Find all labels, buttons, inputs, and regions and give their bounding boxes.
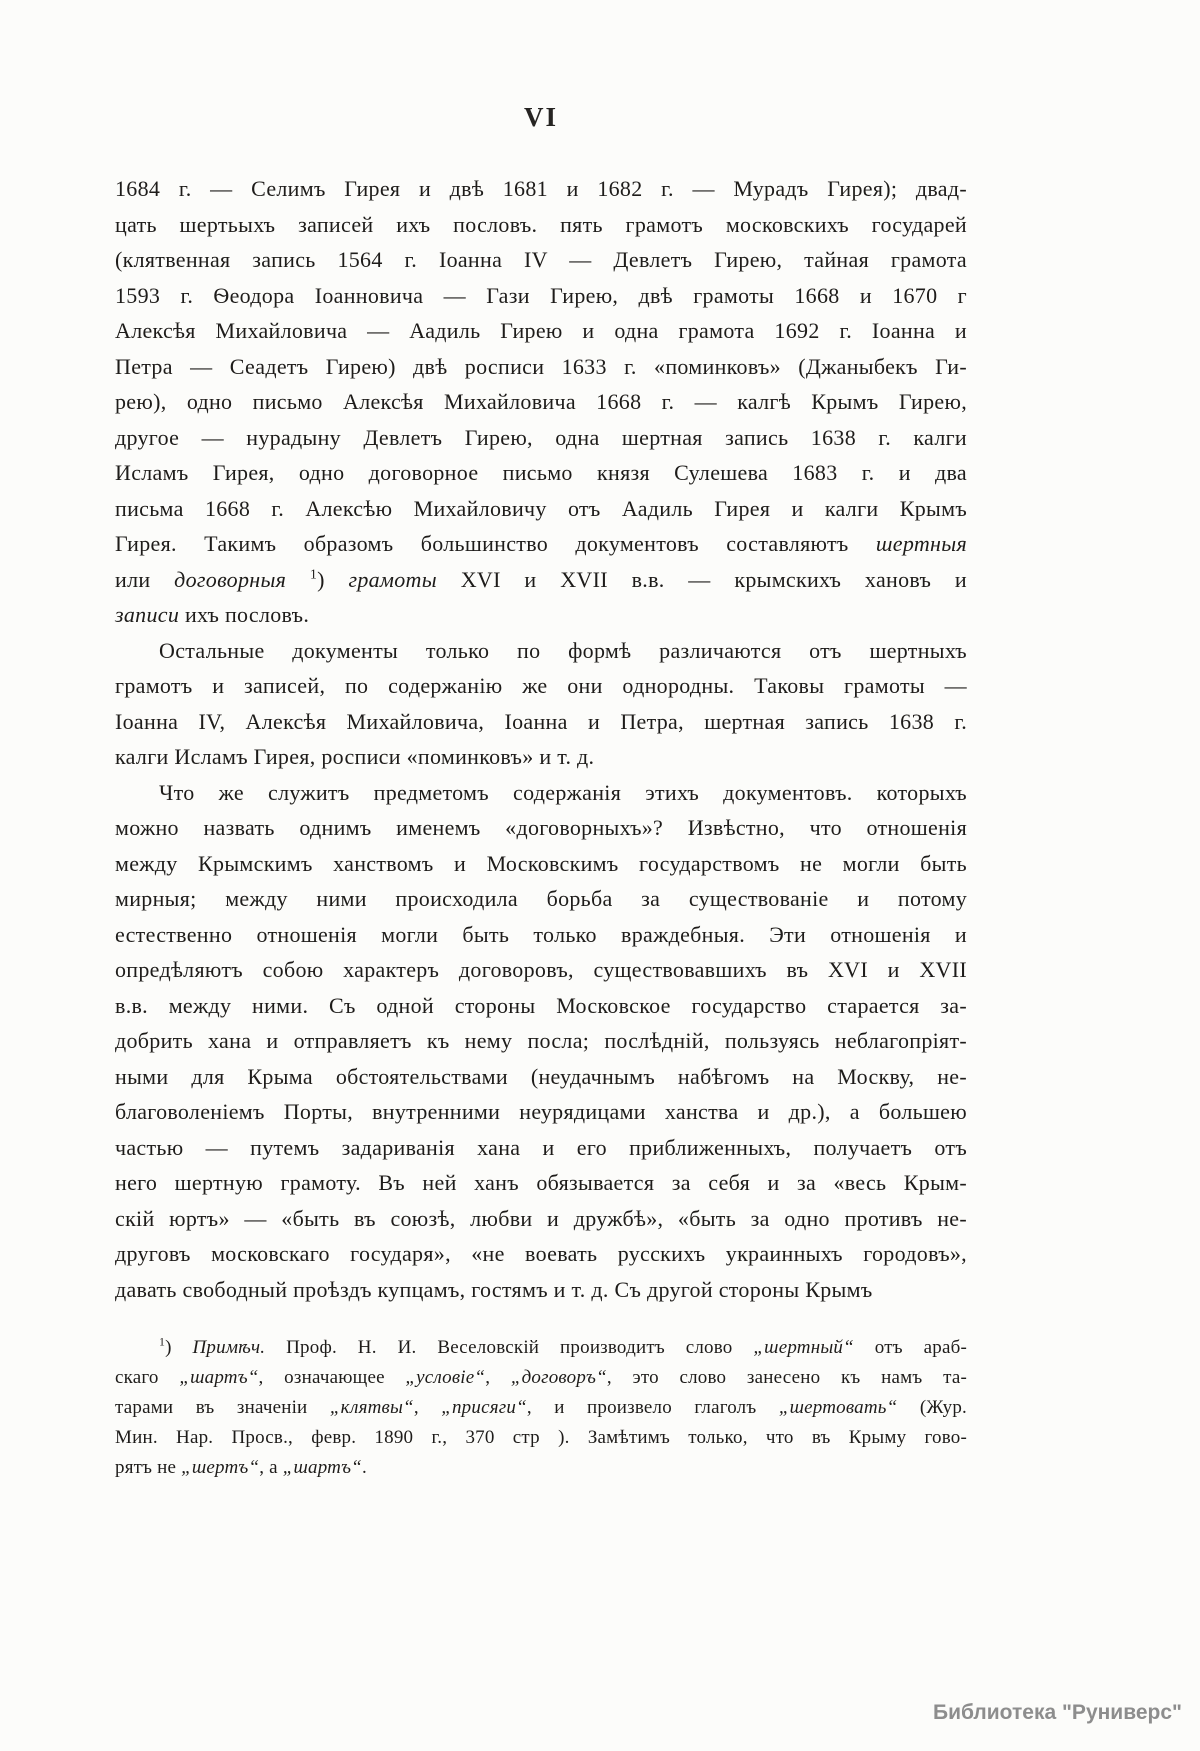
text-segment: „присяги“: [441, 1397, 527, 1418]
text-segment: Примѣч.: [192, 1337, 266, 1358]
text-segment: „договоръ“: [510, 1367, 607, 1388]
text-segment: или: [115, 566, 175, 592]
text-line: [115, 952, 967, 988]
text-segment: грамоты: [348, 566, 437, 592]
text-line: [115, 1423, 967, 1453]
text-line: [115, 1363, 967, 1393]
text-segment: записи: [115, 602, 180, 627]
text-line: [115, 1023, 967, 1059]
text-line: [115, 420, 967, 456]
text-segment: ,: [485, 1367, 511, 1388]
text-segment: скій юртъ» — «быть въ союзѣ, любви и дружбѣ», «быть за одно противъ не-: [115, 1205, 967, 1231]
text-segment: Петра — Сеадетъ Гирею) двѣ росписи 1633 г. «поминковъ» (Джаныбекъ Ги-: [115, 353, 967, 379]
text-line: [115, 1453, 967, 1483]
text-line: [115, 1272, 967, 1308]
text-line: [115, 491, 967, 527]
text-line: [115, 810, 967, 846]
text-line: [115, 1094, 967, 1130]
text-segment: ными для Крыма обстоятельствами (неудачнымъ набѣгомъ на Москву, не-: [115, 1063, 967, 1089]
text-segment: Гирея. Такимъ образомъ большинство документовъ составляютъ: [115, 531, 876, 556]
text-line: [115, 171, 967, 207]
text-segment: другое — нурадыну Девлетъ Гирею, одна шертная запись 1638 г. калги: [115, 424, 967, 450]
text-segment: „шартъ“: [179, 1367, 259, 1388]
text-segment: рею), одно письмо Алексѣя Михайловича 1668 г. — калгѣ Крымъ Гирею,: [115, 389, 967, 414]
text-line: [115, 349, 967, 385]
text-segment: шертныя: [875, 531, 967, 556]
text-line: [115, 739, 967, 775]
text-segment: .: [361, 1457, 367, 1478]
text-line: [115, 1333, 967, 1363]
text-column: [115, 102, 967, 1483]
text-segment: 1684 г. — Селимъ Гирея и двѣ 1681 и 1682 г. — Мурадъ Гирея); двад-: [115, 176, 967, 201]
text-segment: ): [165, 1337, 193, 1358]
text-line: [115, 668, 967, 704]
text-segment: , это слово занесено къ намъ та-: [606, 1367, 967, 1388]
text-segment: можно назвать однимъ именемъ «договорныхъ»? Извѣстно, что отношенія: [115, 815, 967, 840]
paragraph: [115, 171, 967, 633]
text-segment: [286, 567, 310, 592]
text-segment: добрить хана и отправляетъ къ нему посла; послѣдній, пользуясь неблагопріят-: [115, 1028, 967, 1053]
text-segment: „шартъ“: [282, 1457, 362, 1478]
text-segment: друговъ московскаго государя», «не воевать русскихъ украинныхъ городовъ»,: [115, 1241, 967, 1266]
text-line: [115, 775, 967, 811]
text-segment: письма 1668 г. Алексѣю Михайловичу отъ Аадиль Гирея и калги Крымъ: [115, 495, 967, 521]
footnote: [115, 1333, 967, 1483]
text-line: [115, 1130, 967, 1166]
text-segment: давать свободный проѣздъ купцамъ, гостямъ и т. д. Съ другой стороны Крымъ: [115, 1276, 873, 1302]
text-segment: между Крымскимъ ханствомъ и Московскимъ государствомъ не могли быть: [115, 850, 967, 876]
text-segment: ихъ пословъ.: [179, 602, 310, 627]
text-line: [115, 207, 967, 243]
text-line: [115, 313, 967, 349]
text-segment: Проф. Н. И. Веселовскій производитъ слово: [265, 1337, 754, 1358]
page-body: [115, 171, 967, 1307]
text-line: [115, 1393, 967, 1423]
paragraph: [115, 775, 967, 1308]
text-segment: него шертную грамоту. Въ ней ханъ обязывается за себя и за «весь Крым-: [115, 1170, 967, 1195]
text-line: [115, 988, 967, 1024]
text-line: [115, 455, 967, 491]
text-line: [115, 633, 967, 669]
text-segment: (клятвенная запись 1564 г. Іоанна IV — Девлетъ Гирею, тайная грамота: [115, 247, 967, 272]
text-line: [115, 881, 967, 917]
text-segment: , а: [259, 1457, 283, 1478]
text-segment: в.в. между ними. Съ одной стороны Московское государство старается за-: [115, 992, 967, 1018]
text-segment: рятъ не: [115, 1457, 182, 1478]
text-segment: XVI и XVII в.в. — крымскихъ хановъ и: [436, 566, 968, 592]
text-segment: Исламъ Гирея, одно договорное письмо князя Сулешева 1683 г. и два: [115, 460, 967, 485]
text-segment: частью — путемъ задариванія хана и его приближенныхъ, получаетъ отъ: [115, 1134, 967, 1160]
text-segment: ): [317, 566, 349, 592]
text-segment: цать шертьыхъ записей ихъ пословъ. пять грамотъ московскихъ государей: [115, 211, 967, 237]
text-line: [115, 526, 967, 562]
text-segment: Остальные документы только по формѣ различаются отъ шертныхъ: [159, 637, 967, 663]
text-segment: отъ араб-: [853, 1337, 967, 1358]
footnote-marker: 1: [159, 1335, 166, 1349]
paragraph: [115, 633, 967, 775]
text-line: [115, 242, 967, 278]
text-segment: грамотъ и записей, по содержанію же они однородны. Таковы грамоты —: [115, 673, 967, 698]
text-line: [115, 846, 967, 882]
text-segment: благоволеніемъ Порты, внутренними неурядицами ханства и др.), а большею: [115, 1099, 967, 1124]
text-segment: „условіе“: [405, 1367, 486, 1388]
text-line: [115, 384, 967, 420]
text-segment: тарами въ значеніи: [115, 1397, 330, 1418]
text-line: [115, 1059, 967, 1095]
text-line: [115, 704, 967, 740]
text-line: [115, 917, 967, 953]
text-segment: естественно отношенія могли быть только враждебныя. Эти отношенія и: [115, 921, 967, 947]
text-segment: (Жур.: [897, 1397, 967, 1418]
text-segment: скаго: [115, 1367, 180, 1388]
text-segment: договорныя: [174, 566, 287, 592]
text-line: [115, 278, 967, 314]
text-segment: „шертовать“: [778, 1397, 898, 1418]
page-number: VI: [523, 102, 558, 132]
text-segment: опредѣляютъ собою характеръ договоровъ, существовавшихъ въ XVI и XVII: [115, 957, 967, 982]
text-segment: Іоанна IV, Алексѣя Михайловича, Іоанна и Петра, шертная запись 1638 г.: [115, 708, 967, 734]
text-segment: Алексѣя Михайловича — Аадиль Гирею и одна грамота 1692 г. Іоанна и: [115, 318, 967, 343]
text-segment: Что же служитъ предметомъ содержанія этихъ документовъ. которыхъ: [159, 779, 967, 805]
text-segment: калги Исламъ Гирея, росписи «поминковъ» и т. д.: [115, 744, 595, 769]
text-segment: мирныя; между ними происходила борьба за существованіе и потому: [115, 886, 967, 911]
library-watermark: Библиотека "Руниверс": [932, 1701, 1182, 1724]
text-line: [115, 562, 967, 598]
text-line: [115, 597, 967, 633]
text-line: [115, 1165, 967, 1201]
text-segment: Мин. Нар. Просв., февр. 1890 г., 370 стр ). Замѣтимъ только, что въ Крыму гово-: [115, 1427, 967, 1448]
text-segment: „шертъ“: [181, 1457, 260, 1478]
text-segment: „клятвы“: [329, 1397, 414, 1418]
text-line: [115, 1201, 967, 1237]
text-segment: „шертный“: [753, 1337, 854, 1358]
text-line: [115, 1236, 967, 1272]
text-segment: 1593 г. Ѳеодора Іоанновича — Гази Гирею, двѣ грамоты 1668 и 1670 г: [115, 282, 967, 308]
text-segment: ,: [413, 1397, 442, 1418]
text-segment: , и произвело глаголъ: [526, 1397, 779, 1418]
footnote-marker: 1: [309, 566, 318, 582]
text-segment: , означающее: [258, 1367, 406, 1388]
